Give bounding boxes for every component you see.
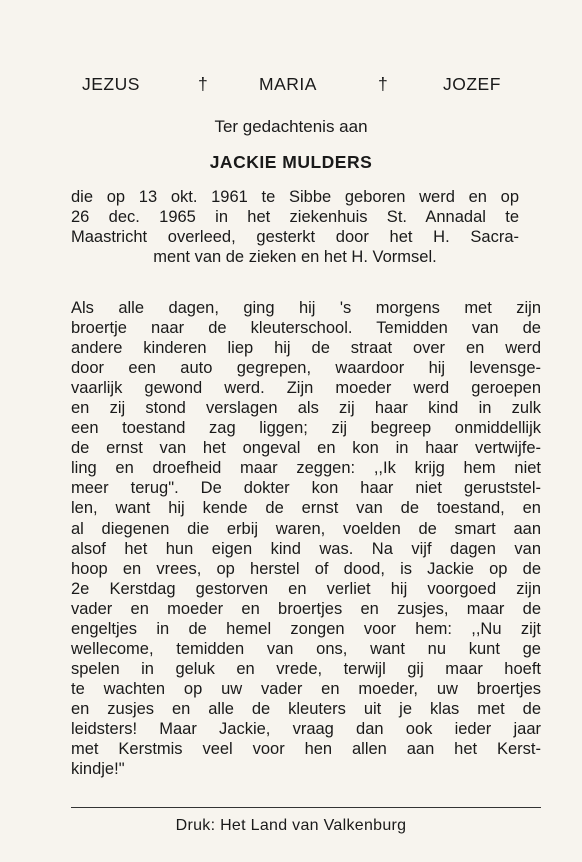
text-line: te wachten op uw vader en moeder, uw broertjes: [71, 679, 541, 698]
text-line: hoop en vrees, op herstel of dood, is Jackie op de: [71, 559, 541, 578]
header-jozef: JOZEF: [443, 74, 501, 94]
cross-icon: †: [378, 74, 389, 94]
text-line: broertje naar de kleuterschool. Temidden van de: [71, 319, 541, 338]
header-names: [0, 74, 582, 98]
text-line: met Kerstmis veel voor hen allen aan het Kerst-: [71, 740, 541, 759]
story-paragraph: [71, 298, 541, 779]
text-line: engeltjes in de hemel zongen voor hem: ,,Nu zijt: [71, 619, 541, 638]
text-line: de ernst van het ongeval en kon in haar vertwijfe-: [71, 439, 541, 458]
text-line: al diegenen die erbij waren, voelden de smart aan: [71, 519, 541, 538]
text-line: 26 dec. 1965 in het ziekenhuis St. Annadal te: [71, 208, 519, 226]
text-line: een toestand zag liggen; zij begreep onmiddellijk: [71, 419, 541, 438]
text-line: andere kinderen liep hij de straat over en werd: [71, 339, 541, 358]
text-line: door een auto gegrepen, waardoor hij levensge-: [71, 359, 541, 378]
intro-text: Ter gedachtenis aan: [214, 117, 368, 136]
text-line: meer terug". De dokter kon haar niet geruststel-: [71, 479, 541, 498]
text-line: kindje!": [71, 760, 125, 779]
text-line: en zij stond verslagen als zij haar kind in zulk: [71, 399, 541, 418]
cross-icon: †: [198, 74, 209, 94]
text-line: spelen in geluk en vrede, terwijl gij maar hoeft: [71, 659, 541, 678]
biography-paragraph: [71, 187, 519, 267]
text-line: alsof het hun eigen kind was. Na vijf dagen van: [71, 539, 541, 558]
text-line: en zusjes en alle de kleuters uit je klas met de: [71, 699, 541, 718]
text-line: wellecome, temidden van ons, want nu kunt ge: [71, 639, 541, 658]
text-line: ling en droefheid maar zeggen: ,,Ik krijg hem niet: [71, 459, 541, 478]
text-line: vader en moeder en broertjes en zusjes, maar de: [71, 599, 541, 618]
text-line: Maastricht overleed, gesterkt door het H. Sacra-: [71, 228, 519, 246]
text-line: leidsters! Maar Jackie, vraag dan ook ieder jaar: [71, 719, 541, 738]
header-jezus: JEZUS: [82, 74, 140, 94]
divider: [71, 807, 541, 808]
text-line: len, want hij kende de ernst van de toestand, en: [71, 499, 541, 518]
text-line: ment van de zieken en het H. Vormsel.: [153, 248, 437, 266]
text-line: 2e Kerstdag gestorven en verliet hij voorgoed zijn: [71, 579, 541, 598]
printer-credit: Druk: Het Land van Valkenburg: [175, 817, 407, 834]
text-line: die op 13 okt. 1961 te Sibbe geboren werd en op: [71, 188, 519, 206]
text-line: vaarlijk gewond werd. Zijn moeder werd geroepen: [71, 379, 541, 398]
header-maria: MARIA: [259, 74, 317, 94]
deceased-name: JACKIE MULDERS: [209, 152, 373, 172]
text-line: Als alle dagen, ging hij 's morgens met zijn: [71, 299, 541, 317]
